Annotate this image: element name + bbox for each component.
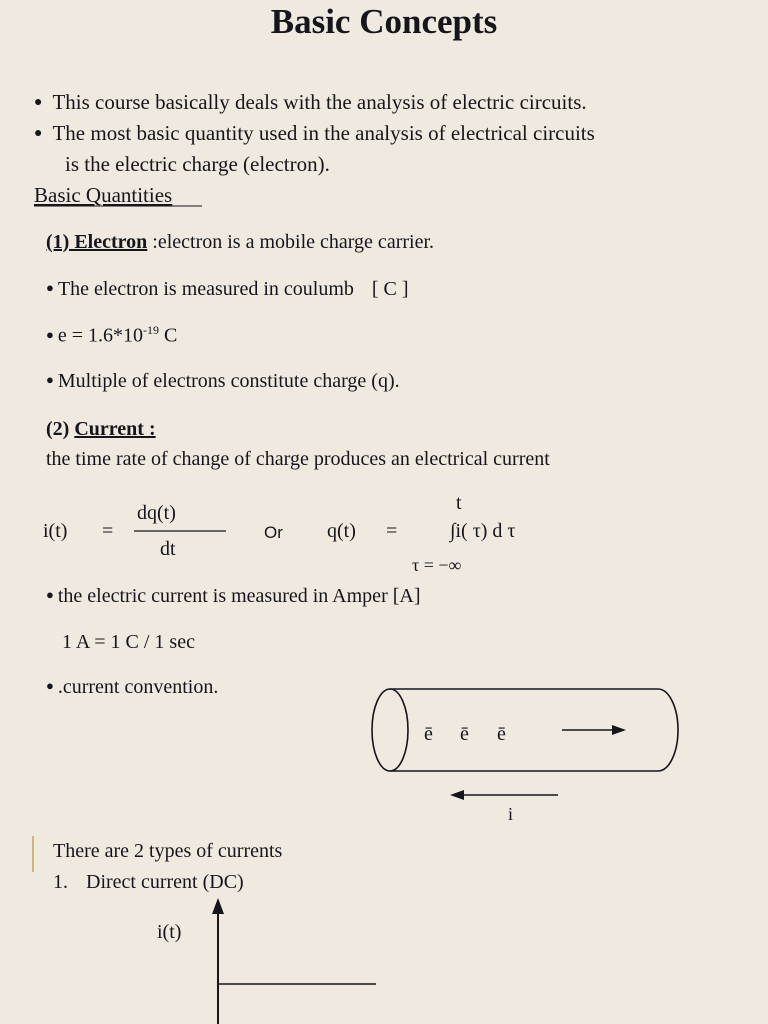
bullet-icon: ● — [34, 126, 43, 141]
arrow-head-icon — [450, 790, 464, 800]
electron-symbol: ē — [460, 723, 469, 745]
eq-q: q(t) — [327, 520, 356, 542]
conductor-end — [372, 689, 408, 771]
eq-equals: = — [102, 520, 114, 542]
electron-definition: (1) Electron :electron is a mobile charge carrier. — [46, 231, 434, 253]
eq-denominator: dt — [160, 538, 176, 560]
current-heading: (2) Current : — [46, 418, 156, 440]
eq-or: Or — [264, 523, 283, 542]
electron-unit-line: ● The electron is measured in coulumb [ C ] — [46, 278, 409, 300]
types-item-1: 1. Direct current (DC) — [53, 871, 244, 893]
arrow-head-icon — [612, 725, 626, 735]
current-definition: the time rate of change of charge produces an electrical current — [46, 448, 550, 470]
conductor-body — [390, 689, 678, 771]
eq-numerator: dq(t) — [137, 502, 176, 524]
electron-symbol: ē — [424, 723, 433, 745]
page-title: Basic Concepts — [270, 2, 498, 41]
bullet-icon: ● — [46, 678, 54, 693]
intro-bullet-2: ● The most basic quantity used in the analysis of electrical circuits — [34, 121, 595, 145]
electron-symbol: ē — [497, 723, 506, 745]
current-convention: ● .current convention. — [46, 676, 219, 698]
bullet-icon: ● — [46, 280, 54, 295]
intro-bullet-2-cont: is the electric charge (electron). — [65, 152, 330, 176]
eq-lhs: i(t) — [43, 520, 68, 542]
arrow-up-icon — [212, 898, 224, 914]
int-lower: τ = −∞ — [412, 555, 462, 575]
current-unit-def: 1 A = 1 C / 1 sec — [62, 631, 195, 653]
eq-equals-2: = — [386, 520, 398, 542]
intro-bullet-1: ● This course basically deals with the analysis of electric circuits. — [34, 90, 587, 114]
bullet-icon: ● — [46, 372, 54, 387]
bullet-icon: ● — [46, 326, 54, 342]
bullet-icon: ● — [46, 587, 54, 602]
basic-quantities-heading: Basic Quantities — [34, 183, 173, 207]
int-upper: t — [456, 492, 462, 514]
bullet-icon: ● — [34, 95, 43, 110]
current-unit: ● the electric current is measured in Amper [A] — [46, 585, 421, 607]
int-body: ∫i( τ) d τ — [450, 520, 516, 542]
electron-charge-value: ● $e = 1.6*10^{-19}$ C — [46, 323, 178, 347]
electron-multiple: ● Multiple of electrons constitute charge (q). — [46, 370, 400, 392]
current-label: i — [508, 804, 514, 824]
types-heading: There are 2 types of currents — [53, 840, 283, 862]
graph-ylabel: i(t) — [157, 921, 182, 943]
